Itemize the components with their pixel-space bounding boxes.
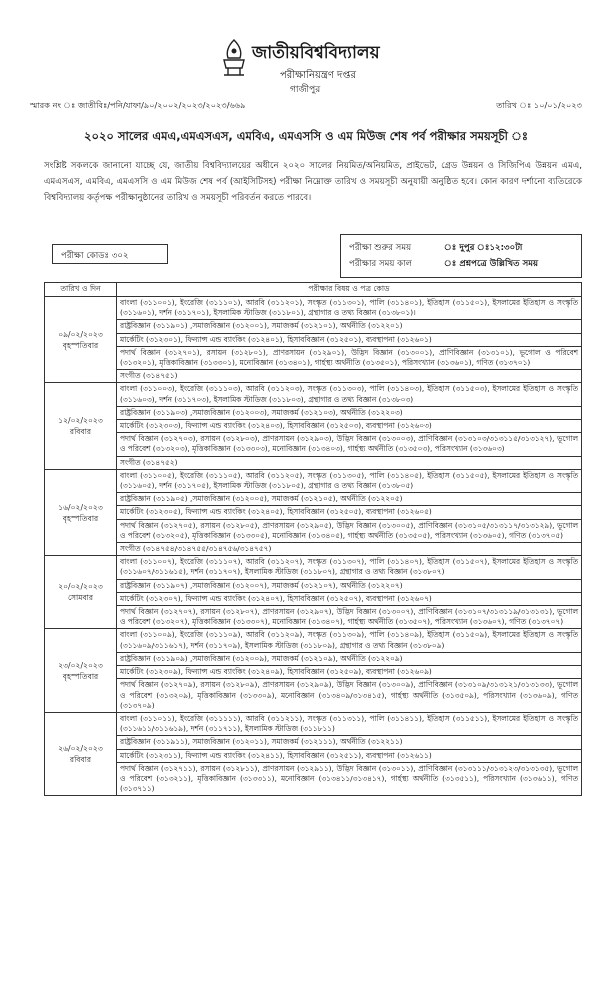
table-row xyxy=(45,346,582,369)
exam-day: রবিবার xyxy=(69,427,92,437)
subject-group-cell: মার্কেটিং (৩১২৩০৯), ফিন্যান্স এন্ড ব্যাংকিং (৩১২৪০৯), হিসাববিজ্ঞান (৩১২৫০৯), ব্যবস্থাপনা (৩১২৬০৯) xyxy=(117,666,582,679)
table-row xyxy=(45,592,582,605)
table-row xyxy=(45,652,582,665)
duration-value: ঃ প্রশ্নপত্রে উল্লিখিত সময় xyxy=(443,259,539,269)
table-row xyxy=(45,406,582,419)
university-logo-icon xyxy=(218,38,250,78)
duration-row xyxy=(349,256,573,272)
table-row xyxy=(45,666,582,679)
subject-group-cell: মার্কেটিং (৩১২৩০৫), ফিন্যান্স এন্ড ব্যাংকিং (৩১২৪০৫), হিসাববিজ্ঞান (৩১২৫০৫), ব্যবস্থাপনা (৩১২৬০৫) xyxy=(117,506,582,519)
table-row xyxy=(45,762,582,796)
exam-code-box: পরীক্ষা কোডঃ ৩০২ xyxy=(52,244,168,264)
subject-group-cell: বাংলা (৩১১০০৭), ইংরেজি (৩১১১০৭), আরবি (৩১১২০৭), সংস্কৃত (৩১১৩০৭), পালি (৩১১৪০৭), ইতিহাস (৩১১৫০৭), ইসলামের ইতিহাস ও সংস্কৃতি (৩১১৬০৭/৩১১৬১৫), দর্শন (৩১১৭০৭), ইসলামিক স্টাডিজ (৩১১৮০৭), গ্রন্থাগার ও তথ্য বিজ্ঞান (৩১৩৮০৭) xyxy=(117,556,582,579)
letterhead xyxy=(0,30,612,95)
table-row xyxy=(45,712,582,735)
exam-day: বৃহস্পতিবার xyxy=(62,340,99,350)
subject-group-cell: মার্কেটিং (৩১২৩০৭), ফিন্যান্স এন্ড ব্যাংকিং (৩১২৪০৭), হিসাববিজ্ঞান (৩১২৫০৭), ব্যবস্থাপনা (৩১২৬০৭) xyxy=(117,592,582,605)
memo-number: স্মারক নং ঃ জাতীবিঃ/পনি/যাফা/৯০/২০০২/২০২৩/২০২৩/৬৬৯ xyxy=(30,100,246,110)
subject-group-cell: বাংলা (৩১১০০৩), ইংরেজি (৩১১১০৩), আরবি (৩১১২০৩), সংস্কৃত (৩১১৩০৩), পালি (৩১১৪০৩), ইতিহাস (৩১১৫০৩), ইসলামের ইতিহাস ও সংস্কৃতি (৩১১৬০৩), দর্শন (৩১১৭০৩), ইসলামিক স্টাডিজ (৩১১৮০৩), গ্রন্থাগার ও তথ্য বিজ্ঞান (৩১৩৮০৩) xyxy=(117,383,582,406)
office-name: পরীক্ষানিয়ন্ত্রণ দপ্তর xyxy=(280,70,357,81)
subject-group-cell: বাংলা (৩১১০০৫), ইংরেজি (৩১১১০৫), আরবি (৩১১২০৫), সংস্কৃত (৩১১৩০৫), পালি (৩১১৪০৫), ইতিহাস (৩১১৫০৫), ইসলামের ইতিহাস ও সংস্কৃতি (৩১১৬০৫), দর্শন (৩১১৭০৫), ইসলামিক স্টাডিজ (৩১১৮০৫), গ্রন্থাগার ও তথ্য বিজ্ঞান (৩১৩৮০৫) xyxy=(117,469,582,492)
table-row xyxy=(45,469,582,492)
page-title: ২০২০ সালের এমএ,এমএসএস, এমবিএ, এমএসসি ও এম মিউজ শেষ পর্ব পরীক্ষার সময়সূচী ঃ xyxy=(83,129,529,143)
exam-date: ২৬/০২/২০২৩ xyxy=(58,744,103,754)
table-row xyxy=(45,749,582,762)
start-time-value: ঃ দুপুর ঃ১২:৩০টা xyxy=(443,243,523,253)
subject-group-cell: বাংলা (৩১১০০১), ইংরেজি (৩১১১০১), আরবি (৩১১২০১), সংস্কৃত (৩১১৩০১), পালি (৩১১৪০১), ইতিহাস (৩১১৫০১), ইসলামের ইতিহাস ও সংস্কৃতি (৩১১৬০১), দর্শন (৩১১৭০১), ইসলামিক স্টাডিজ (৩১১৮০১), গ্রন্থাগার ও তথ্য বিজ্ঞান (৩১৩৮০১)। xyxy=(117,297,582,320)
table-row xyxy=(45,333,582,346)
table-row xyxy=(45,456,582,469)
column-header-subject: পরীক্ষার বিষয় ও পত্র কোড xyxy=(117,283,582,297)
date-cell xyxy=(45,712,117,795)
date-cell xyxy=(45,297,117,383)
table-row xyxy=(45,370,582,383)
exam-date: ১২/০২/২০২৩ xyxy=(58,416,103,426)
memo-row xyxy=(30,100,582,114)
subject-group-cell: সংগীত (৩১৪৭৫২) xyxy=(117,456,582,469)
table-row xyxy=(45,493,582,506)
subject-group-cell: মার্কেটিং (৩১২৩০৩), ফিন্যান্স এন্ড ব্যাংকিং (৩১২৪০৩), হিসাববিজ্ঞান (৩১২৫০৩), ব্যবস্থাপনা (৩১২৬০৩) xyxy=(117,420,582,433)
date-cell xyxy=(45,556,117,629)
table-row xyxy=(45,383,582,406)
table-row xyxy=(45,579,582,592)
subject-group-cell: পদার্থ বিজ্ঞান (৩১২৭০৯), রসায়ন (৩১২৮০৯), প্রাণরসায়ন (৩১২৯০৯), উদ্ভিদ বিজ্ঞান (৩১৩০০৯), প্রাণিবিজ্ঞান (৩১৩১০৯/৩১৩১২১/৩১৩১৩৩), ভূগোল ও পরিবেশ (৩১৩২০৯), মৃত্তিকাবিজ্ঞান (৩১৩৩০৯), মনোবিজ্ঞান (৩১৩৪০৯/৩১৩৪১৫), গার্হস্থ্য অর্থনীতি (৩১৩৫০৯), পরিসংখ্যান (৩১৩৬০৯), গণিত (৩১৩৭০৯) xyxy=(117,679,582,713)
subject-group-cell: রাষ্ট্রবিজ্ঞান (৩১১৯০৫) ,সমাজবিজ্ঞান (৩১২০০৫), সমাজকর্ম (৩১২১০৫), অর্থনীতি (৩১২২০৫) xyxy=(117,493,582,506)
table-row xyxy=(45,506,582,519)
subject-group-cell: বাংলা (৩১১০০৯), ইংরেজি (৩১১১০৯), আরবি (৩১১২০৯), সংস্কৃত (৩১১৩০৯), পালি (৩১১৪০৯), ইতিহাস (৩১১৫০৯), ইসলামের ইতিহাস ও সংস্কৃতি (৩১১৬০৯/৩১১৬১৭), দর্শন (৩১১৭০৯), ইসলামিক স্টাডিজ (৩১১৮০৯), গ্রন্থাগার ও তথ্য বিজ্ঞান (৩১৩৮০৯) xyxy=(117,629,582,652)
start-time-row xyxy=(349,240,573,256)
subject-group-cell: রাষ্ট্রবিজ্ঞান (৩১১৯০১) ,সমাজবিজ্ঞান (৩১২০০১), সমাজকর্ম (৩১২১০১), অর্থনীতি (৩১২২০১) xyxy=(117,320,582,333)
university-name: জাতীয়বিশ্ববিদ্যালয় xyxy=(252,43,380,63)
subject-group-cell: পদার্থ বিজ্ঞান (৩১২৭০৩), রসায়ন (৩১২৮০৩), প্রাণরসায়ন (৩১২৯০৩), উদ্ভিদ বিজ্ঞান (৩১৩০০৩), প্রাণিবিজ্ঞান (৩১৩১০৩/৩১৩১১৫/৩১৩১২৭), ভূগোল ও পরিবেশ (৩১৩২০৩), মৃত্তিকাবিজ্ঞান (৩১৩৩০৩), মনোবিজ্ঞান (৩১৩৪০৩), গার্হস্থ্য অর্থনীতি (৩১৩৫০৩), পরিসংখ্যান (৩১৩৬০৩) xyxy=(117,433,582,456)
exam-date: ১৬/০২/২০২৩ xyxy=(58,502,103,512)
table-row xyxy=(45,606,582,629)
exam-day: বৃহস্পতিবার xyxy=(62,513,99,523)
table-row xyxy=(45,433,582,456)
subject-group-cell: সংগীত (৩১৪৭৫১) xyxy=(117,370,582,383)
date-cell xyxy=(45,469,117,555)
office-city: গাজীপুর xyxy=(290,85,321,95)
date-cell xyxy=(45,629,117,712)
exam-day: বৃহস্পতিবার xyxy=(62,671,99,681)
subject-group-cell: সংগীত (৩১৪৭৫৪/৩১৪৭৫৫/৩১৪৭৫৬/৩১৪৭৫৭) xyxy=(117,543,582,556)
table-row xyxy=(45,556,582,579)
exam-time-box xyxy=(340,234,582,278)
subject-group-cell: মার্কেটিং (৩১২৩১১), ফিন্যান্স এন্ড ব্যাংকিং (৩১২৪১১), হিসাববিজ্ঞান (৩১২৫১১), ব্যবস্থাপনা (৩১২৬১১) xyxy=(117,749,582,762)
memo-date: তারিখ ঃ ১০/০১/২০২৩ xyxy=(496,100,582,110)
exam-day: সোমবার xyxy=(67,593,94,603)
exam-date: ০৯/০২/২০২৩ xyxy=(58,329,103,339)
table-row xyxy=(45,519,582,542)
subject-group-cell: পদার্থ বিজ্ঞান (৩১২৭১১), রসায়ন (৩১২৮১১), প্রাণরসায়ন (৩১২৯১১), উদ্ভিদ বিজ্ঞান (৩১৩০১১), প্রাণিবিজ্ঞান (৩১৩১১১/৩১৩১২৩/৩১৩১৩৫), ভূগোল ও পরিবেশ (৩১৩২১১), মৃত্তিকাবিজ্ঞান (৩১৩৩১১), মনোবিজ্ঞান (৩১৩৪১১/৩১৩৪১৭), গার্হস্থ্য অর্থনীতি (৩১৩৫১১), পরিসংখ্যান (৩১৩৬১১), গণিত (৩১৩৭১১) xyxy=(117,762,582,796)
table-row xyxy=(45,320,582,333)
exam-day: রবিবার xyxy=(69,755,92,765)
subject-group-cell: রাষ্ট্রবিজ্ঞান (৩১১৯০৭) ,সমাজবিজ্ঞান (৩১২০০৭), সমাজকর্ম (৩১২১০৭), অর্থনীতি (৩১২২০৭) xyxy=(117,579,582,592)
subject-group-cell: পদার্থ বিজ্ঞান (৩১২৭০১), রসায়ন (৩১২৮০১), প্রাণরসায়ন (৩১২৯০১), উদ্ভিদ বিজ্ঞান (৩১৩০০১), প্রাণিবিজ্ঞান (৩১৩১০১), ভূগোল ও পরিবেশ (৩১৩২০১), মৃত্তিকাবিজ্ঞান (৩১৩৩০১), মনোবিজ্ঞান (৩১৩৪০১), গার্হস্থ্য অর্থনীতি (৩১৩৫০১), পরিসংখ্যান (৩১৩৬০১), গণিত (৩১৩৭০১) xyxy=(117,346,582,369)
subject-group-cell: পদার্থ বিজ্ঞান (৩১২৭০৭), রসায়ন (৩১২৮০৭), প্রাণরসায়ন (৩১২৯০৭), উদ্ভিদ বিজ্ঞান (৩১৩০০৭), প্রাণিবিজ্ঞান (৩১৩১০৭/৩১৩১১৯/৩১৩১৩১), ভূগোল ও পরিবেশ (৩১৩২০৭), মৃত্তিকাবিজ্ঞান (৩১৩৩০৭), মনোবিজ্ঞান (৩১৩৪০৭), গার্হস্থ্য অর্থনীতি (৩১৩৫০৭), পরিসংখ্যান (৩১৩৬০৭), গণিত (৩১৩৭০৭) xyxy=(117,606,582,629)
table-row xyxy=(45,679,582,713)
subject-group-cell: মার্কেটিং (৩১২৩০১), ফিন্যান্স এন্ড ব্যাংকিং (৩১২৪০১), হিসাববিজ্ঞান (৩১২৫০১), ব্যবস্থাপনা (৩১২৬০১) xyxy=(117,333,582,346)
table-row xyxy=(45,629,582,652)
start-time-label: পরীক্ষা শুরুর সময় xyxy=(349,243,412,253)
date-cell xyxy=(45,383,117,469)
subject-group-cell: রাষ্ট্রবিজ্ঞান (৩১১৯০৯) ,সমাজবিজ্ঞান (৩১২০০৯), সমাজকর্ম (৩১২১০৯), অর্থনীতি (৩১২২০৯) xyxy=(117,652,582,665)
table-row xyxy=(45,543,582,556)
table-row xyxy=(45,736,582,749)
subject-group-cell: রাষ্ট্রবিজ্ঞান (৩১১৯০৩) ,সমাজবিজ্ঞান (৩১২০০৩), সমাজকর্ম (৩১২১০৩), অর্থনীতি (৩১২২০৩) xyxy=(117,406,582,419)
subject-group-cell: রাষ্ট্রবিজ্ঞান (৩১১৯১১), সমাজবিজ্ঞান (৩১২০১১), সমাজকর্ম (৩১২১১১), অর্থনীতি (৩১২২১১) xyxy=(117,736,582,749)
schedule-table xyxy=(44,282,582,796)
column-header-date: তারিখ ও দিন xyxy=(45,283,117,297)
duration-label: পরীক্ষার সময় কাল xyxy=(349,259,413,269)
table-row xyxy=(45,420,582,433)
exam-date: ২৩/০২/২০২৩ xyxy=(58,660,103,670)
exam-date: ২০/০২/২০২৩ xyxy=(58,582,103,592)
notice-paragraph: সংশ্লিষ্ট সকলকে জানানো যাচ্ছে যে, জাতীয় বিশ্ববিদ্যালয়ের অধীনে ২০২০ সালের নিয়মিত/অনিয়মিত, প্রাইভেট, গ্রেড উন্নয়ন ও সিজিপিএ উন্নয়ন এমএ, এমএসএস, এমবিএ, এমএসসি ও এম মিউজ শেষ পর্ব (আইসিটিসহ) পরীক্ষা নিম্নোক্ত তারিখ ও সময়সূচী অনুযায়ী অনুষ্ঠিত হবে। কোন কারণ দর্শানো ব্যতিরেকে বিশ্ববিদ্যালয় কর্তৃপক্ষ পরীক্ষানুষ্ঠানের তারিখ ও সময়সূচী পরিবর্তন করতে পারবে। xyxy=(44,161,582,203)
schedule-body xyxy=(45,297,582,796)
table-row xyxy=(45,297,582,320)
subject-group-cell: বাংলা (৩১১০১১), ইংরেজি (৩১১১১১), আরবি (৩১১২১১), সংস্কৃত (৩১১৩১১), পালি (৩১১৪১১), ইতিহাস (৩১১৫১১), ইসলামের ইতিহাস ও সংস্কৃতি (৩১১৬১১/৩১১৬১৯), দর্শন (৩১১৭১১), ইসলামিক স্টাডিজ (৩১১৮১১) xyxy=(117,712,582,735)
table-header-row xyxy=(45,283,582,297)
subject-group-cell: পদার্থ বিজ্ঞান (৩১২৭০৫), রসায়ন (৩১২৮০৫), প্রাণরসায়ন (৩১২৯০৫), উদ্ভিদ বিজ্ঞান (৩১৩০০৫), প্রাণিবিজ্ঞান (৩১৩১০৫/৩১৩১১৭/৩১৩১২৯), ভূগোল ও পরিবেশ (৩১৩২০৫), মৃত্তিকাবিজ্ঞান (৩১৩৩০৫), মনোবিজ্ঞান (৩১৩৪০৫), গার্হস্থ্য অর্থনীতি (৩১৩৫০৫), পরিসংখ্যান (৩১৩৬০৫), গণিত (৩১৩৭০৫) xyxy=(117,519,582,542)
